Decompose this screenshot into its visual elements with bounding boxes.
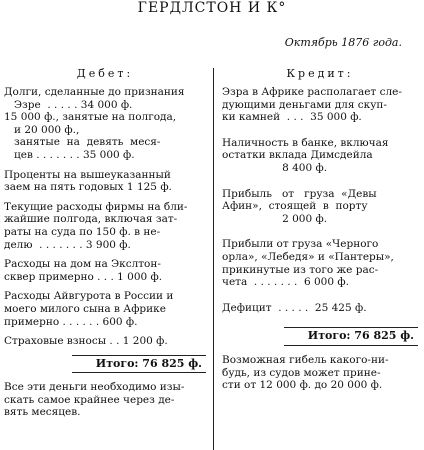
debit-entry-line: цев . . . . . . . 35 000 ф.	[4, 148, 135, 161]
credit-entry-line: дующими деньгами для скуп-	[222, 98, 387, 111]
debit-entries	[4, 86, 206, 348]
debit-entry-line: Страховые взносы . . 1 200 ф.	[4, 335, 168, 348]
credit-total-row	[222, 327, 418, 346]
credit-entry-line: Эзра в Африке располагает сле-	[222, 86, 402, 98]
credit-entry-line: Наличность в банке, включая	[222, 136, 389, 149]
debit-entry	[4, 335, 206, 348]
debit-entry-line: примерно . . . . . . 600 ф.	[4, 315, 138, 328]
credit-entry-line: Прибыль от груза «Девы	[222, 187, 377, 200]
debit-entry	[4, 86, 206, 162]
credit-entry	[222, 137, 418, 175]
debit-entry-line: раты на суда по 150 ф. в не-	[4, 225, 161, 238]
credit-entry	[222, 86, 418, 124]
debit-note-line: Все эти деньги необходимо изы-	[4, 381, 185, 394]
debit-entry-line: 15 000 ф., занятые на полгода,	[4, 111, 177, 124]
debit-note-line: вять месяцев.	[4, 406, 81, 419]
credit-entry-line: Афин», стоящей в порту	[222, 200, 368, 213]
debit-entry-line: Долги, сделанные до признания	[4, 86, 185, 98]
debit-heading: Дебет:	[76, 67, 134, 80]
credit-note-line: сти от 12 000 ф. до 20 000 ф.	[222, 379, 383, 392]
credit-entry-line: Дефицит . . . . . 25 425 ф.	[222, 301, 367, 314]
document-title: ГЕРДЛСТОН И К°	[137, 0, 287, 16]
debit-entry-line: занятые на девять меся-	[4, 136, 161, 149]
debit-entry-line: Расходы на дом на Экслтон-	[4, 258, 161, 271]
credit-entry-line: орла», «Лебедя» и «Пантеры»,	[222, 250, 394, 263]
debit-entry	[4, 290, 206, 328]
credit-entry-line: Прибыли от груза «Черного	[222, 238, 379, 251]
debit-entry-line: и 20 000 ф.,	[4, 123, 80, 136]
credit-entry-line: остатки вклада Димсдейла	[222, 149, 373, 162]
debit-entry-line: Проценты на вышеуказанный	[4, 168, 171, 181]
debit-entry	[4, 201, 206, 251]
credit-entry	[222, 302, 418, 315]
credit-note-line: Возможная гибель какого-ни-	[222, 353, 389, 366]
debit-note	[4, 381, 206, 419]
debit-entry-line: делю . . . . . . . 3 900 ф.	[4, 238, 131, 251]
debit-entry-line: Эзре . . . . . 34 000 ф.	[4, 98, 133, 111]
credit-entry-line: ки камней . . . 35 000 ф.	[222, 111, 362, 124]
debit-total: Итого: 76 825 ф.	[72, 355, 206, 374]
credit-entry-line: 8 400 ф.	[222, 161, 328, 174]
debit-note-line: скать самое крайнее через де-	[4, 393, 175, 406]
debit-entry	[4, 169, 206, 194]
debit-entry-line: сквер примерно . . . 1 000 ф.	[4, 270, 163, 283]
debit-entry-line: Расходы Айвгурота в России и	[4, 290, 174, 303]
debit-entry-line: жайшие полгода, включая зат-	[4, 213, 178, 226]
debit-column	[4, 68, 206, 419]
credit-column	[222, 68, 418, 392]
credit-note	[222, 354, 418, 392]
credit-total: Итого: 76 825 ф.	[284, 327, 418, 346]
credit-entries	[222, 86, 418, 314]
credit-note-line: будь, из судов может прине-	[222, 366, 381, 379]
credit-heading: Кредит:	[286, 67, 354, 80]
credit-entry-line: 2 000 ф.	[222, 212, 328, 225]
credit-entry-line: чета . . . . . . . 6 000 ф.	[222, 276, 349, 289]
debit-total-row	[4, 355, 206, 374]
column-divider	[213, 68, 214, 450]
credit-entry	[222, 188, 418, 226]
debit-entry-line: Текущие расходы фирмы на бли-	[4, 200, 188, 213]
debit-entry-line: моего милого сына в Африке	[4, 302, 166, 315]
debit-entry-line: заем на пять годовых 1 125 ф.	[4, 181, 172, 194]
debit-entry	[4, 258, 206, 283]
document-date: Октябрь 1876 года.	[284, 36, 402, 49]
credit-entry-line: прикинутые из того же рас-	[222, 263, 379, 276]
credit-entry	[222, 238, 418, 288]
